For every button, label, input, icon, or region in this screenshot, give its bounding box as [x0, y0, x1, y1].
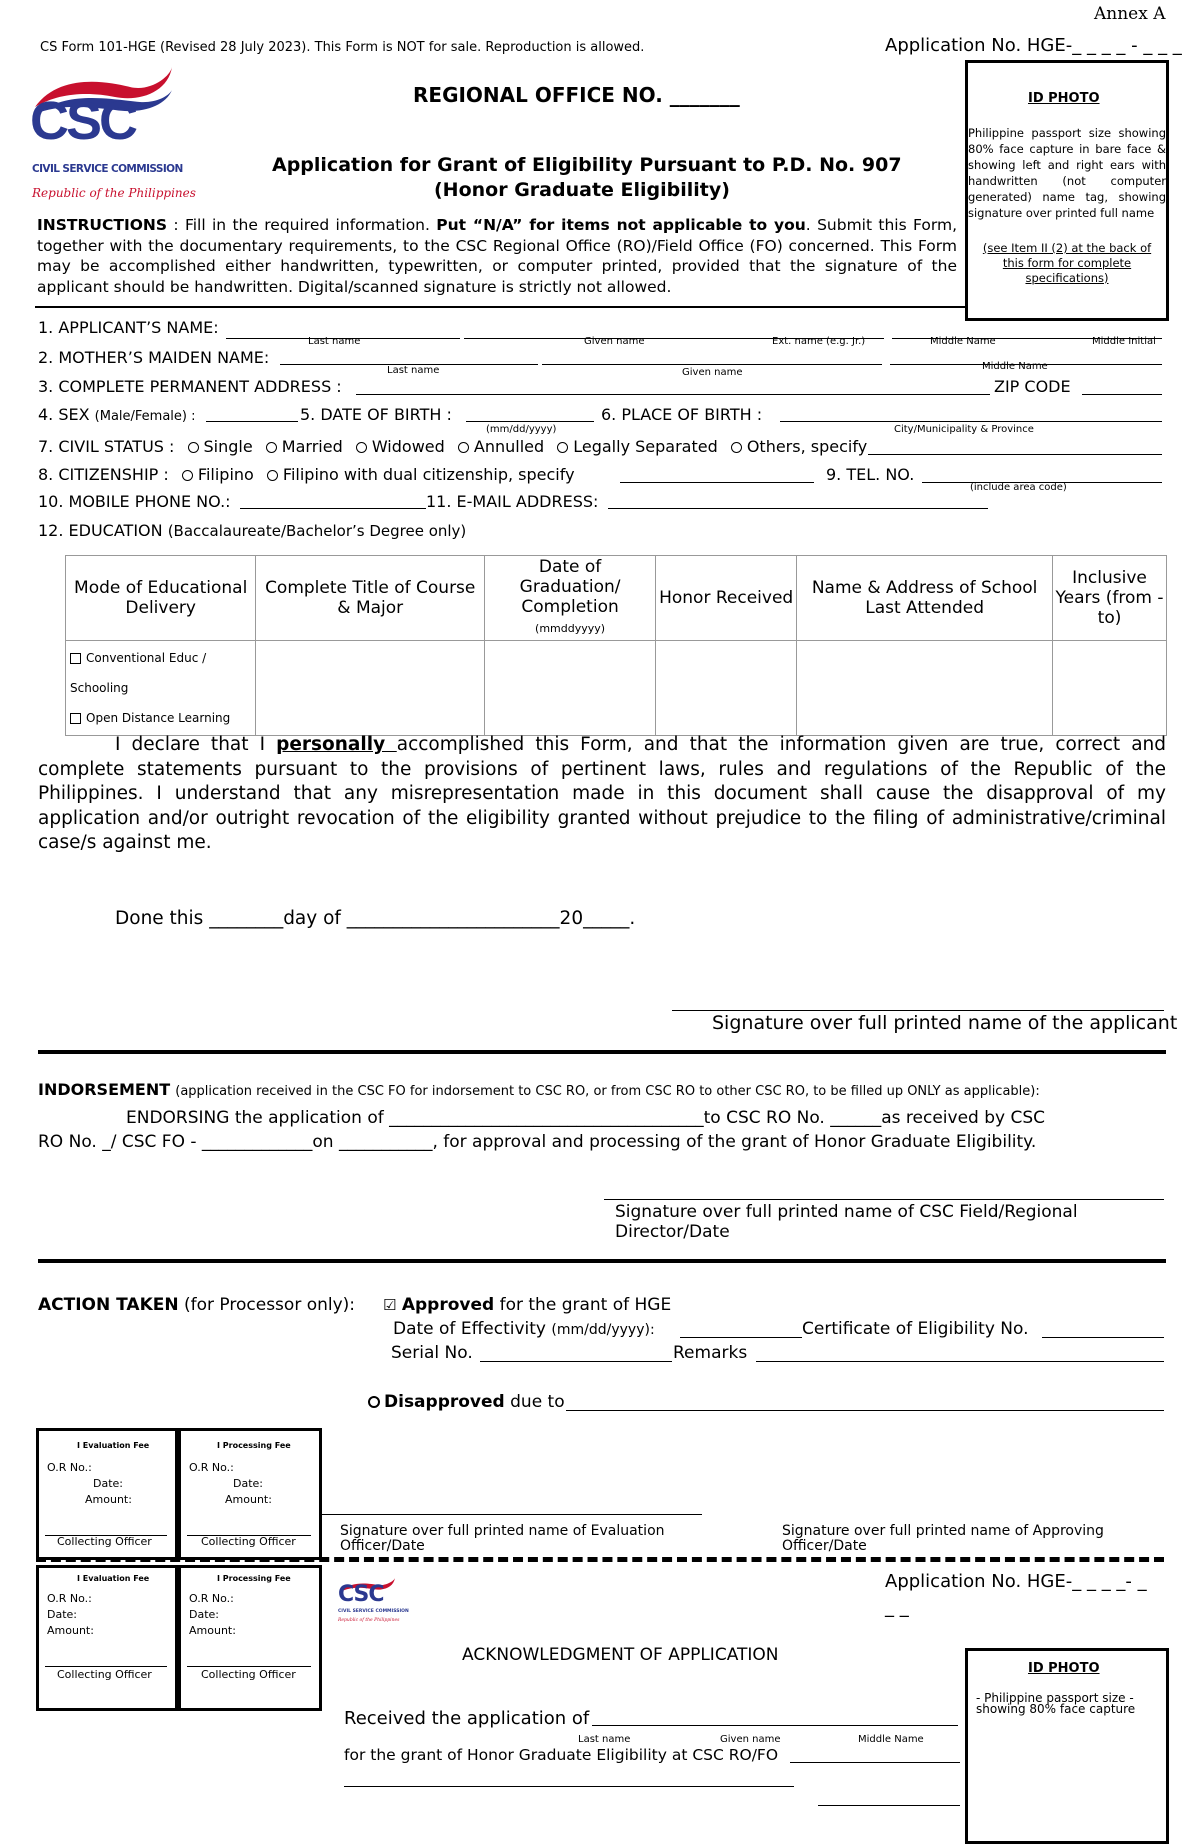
pob-hint: City/Municipality & Province [894, 424, 1034, 435]
approve-signature-label: Signature over full printed name of Approving Officer/Date [782, 1523, 1104, 1554]
graduation-cell[interactable] [485, 641, 656, 736]
ack-received-label: Received the application of [344, 1708, 590, 1729]
director-signature-line[interactable] [604, 1199, 1164, 1200]
form-title: Application for Grant of Eligibility Pursuant to P.D. No. 907 [272, 154, 902, 176]
civil-separated-radio[interactable] [557, 442, 568, 453]
mode-odl: Open Distance Learning [70, 703, 251, 733]
zip-label: ZIP CODE [994, 377, 1071, 396]
col-school: Name & Address of School Last Attended [797, 556, 1053, 641]
approved-checkbox-icon[interactable]: ☑ [383, 1296, 397, 1314]
pob-field[interactable] [780, 421, 1162, 422]
mother-last-hint: Last name [387, 365, 440, 376]
id-photo-specs-link[interactable]: (see Item II (2) at the back of this form for complete specifications) [982, 241, 1152, 285]
tel-label: 9. TEL. NO. [826, 465, 915, 484]
ack-application-number-cont: _ _ [885, 1597, 909, 1618]
logo-acronym: CSC [30, 91, 136, 151]
annex-label: Annex A [1094, 4, 1166, 24]
school-cell[interactable] [797, 641, 1053, 736]
civil-annulled-radio[interactable] [458, 442, 469, 453]
application-number: Application No. HGE-_ _ _ _ - _ _ _ [885, 35, 1182, 56]
tel-hint: (include area code) [970, 482, 1067, 493]
education-table [65, 555, 1167, 736]
ack-for-grant: for the grant of Honor Graduate Eligibility at CSC RO/FO [344, 1746, 779, 1764]
citizenship: 8. CITIZENSHIP : Filipino Filipino with dual citizenship, specify [38, 465, 575, 484]
declaration: I declare that I personally accomplished this Form, and that the information given are true, correct and complete statements pursuant to the provisions of pertinent laws, rules and regulations of the Republic of the Philippines. I understand that any misrepresentation made in this document shall cause the disapproval of my application and/or outright revocation of the eligibility granted without prejudice to the filing of administrative/criminal case/s against me. [38, 734, 1166, 853]
cut-line [36, 1557, 1164, 1562]
sex-field[interactable] [206, 421, 298, 422]
mobile-field[interactable] [240, 508, 426, 509]
regional-office: REGIONAL OFFICE NO. _______ [413, 83, 740, 107]
dob-field[interactable] [466, 421, 594, 422]
form-code: CS Form 101-HGE (Revised 28 July 2023). This Form is NOT for sale. Reproduction is allowed. [40, 40, 645, 55]
id-photo-box [965, 60, 1169, 321]
cert-no-field[interactable] [1042, 1337, 1164, 1338]
eval-fee-receipt-stub: I Evaluation Fee O.R No.: Date: Amount: Collecting Officer [36, 1565, 178, 1711]
email-label: 11. E-MAIL ADDRESS: [426, 492, 599, 511]
applicant-signature-line[interactable] [672, 1010, 1164, 1011]
ack-office-field[interactable] [790, 1762, 960, 1763]
ack-id-photo-box: ID PHOTO - Philippine passport size - showing 80% face capture [965, 1648, 1169, 1844]
remarks-label: Remarks [673, 1343, 748, 1363]
years-cell[interactable] [1053, 641, 1167, 736]
email-field[interactable] [608, 508, 988, 509]
col-mode: Mode of Educational Delivery [66, 556, 256, 641]
indorsement-line1: ENDORSING the application of _____________________________________to CSC RO No. ______as received by CSC [126, 1108, 1046, 1128]
mobile-label: 10. MOBILE PHONE NO.: [38, 492, 231, 511]
course-cell[interactable] [256, 641, 485, 736]
col-honor: Honor Received [656, 556, 797, 641]
csc-logo-small: CSC CIVIL SERVICE COMMISSION Republic of the Philippines [338, 1576, 398, 1631]
conventional-checkbox[interactable] [70, 653, 81, 664]
ack-name-field[interactable] [592, 1725, 958, 1726]
name-ext-hint: Ext. name (e.g. Jr.) [772, 336, 866, 347]
ack-title: ACKNOWLEDGMENT OF APPLICATION [462, 1645, 779, 1665]
dob-hint: (mm/dd/yyyy) [486, 424, 557, 435]
done-this: Done this ________day of _______________________20_____. [115, 908, 636, 929]
education-label: 12. EDUCATION (Baccalaureate/Bachelor’s Degree only) [38, 521, 467, 540]
civil-others-radio[interactable] [731, 442, 742, 453]
indorsement-line2: RO No. _/ CSC FO - _____________on ___________, for approval and processing of the grant of Honor Graduate Eligibility. [38, 1132, 1037, 1152]
serial-label: Serial No. [391, 1343, 473, 1363]
logo-name: CIVIL SERVICE COMMISSION [32, 163, 183, 175]
ack-extra-field[interactable] [344, 1786, 794, 1787]
odl-checkbox[interactable] [70, 713, 81, 724]
address-label: 3. COMPLETE PERMANENT ADDRESS : [38, 377, 342, 396]
dual-citizenship-field[interactable] [620, 482, 814, 483]
table-row [66, 641, 1167, 736]
id-photo-text: Philippine passport size showing 80% face capture in bare face & showing left and right ears with handwritten (not computer generated) name tag, showing signature over printed full name [968, 126, 1166, 220]
remarks-field[interactable] [756, 1361, 1164, 1362]
proc-fee-receipt-stub: I Processing Fee O.R No.: Date: Amount: Collecting Officer [178, 1565, 322, 1711]
col-years: Inclusive Years (from - to) [1053, 556, 1167, 641]
proc-fee-receipt: I Processing Fee O.R No.: Date: Amount: Collecting Officer [178, 1428, 322, 1560]
eval-signature-line[interactable] [322, 1514, 702, 1515]
eval-signature-label: Signature over full printed name of Evaluation Officer/Date [340, 1523, 665, 1554]
ack-date-field[interactable] [818, 1805, 960, 1806]
civil-widowed-radio[interactable] [356, 442, 367, 453]
approved-option: ☑ Approved for the grant of HGE [383, 1295, 672, 1315]
ack-application-number: Application No. HGE-_ _ _ _- _ [885, 1571, 1147, 1592]
mother-given-hint: Given name [682, 367, 743, 378]
instructions: INSTRUCTIONS : Fill in the required information. Put “N/A” for items not applicable to you. Submit this Form, together with the documentary requirements, to the CSC Regional Office (RO)/Field Office (FO) concerned. This Form may be accomplished either handwritten, typewritten, or computer printed, provided that the signature of the applicant should be handwritten. Digital/scanned signature is strictly not allowed. [37, 216, 957, 296]
civil-status: 7. CIVIL STATUS : Single Married Widowed Annulled Legally Separated Others, specify [38, 437, 868, 456]
zip-field[interactable] [1082, 394, 1162, 395]
form-subtitle: (Honor Graduate Eligibility) [434, 179, 730, 201]
id-photo-title: ID PHOTO [1028, 91, 1100, 106]
disapproved-option: Disapproved due to [368, 1392, 565, 1412]
divider [38, 1259, 1166, 1263]
mother-given-name-field[interactable] [542, 364, 882, 365]
eval-fee-receipt: I Evaluation Fee O.R No.: Date: Amount: Collecting Officer [36, 1428, 178, 1560]
civil-single-radio[interactable] [188, 442, 199, 453]
ack-given-hint: Given name [720, 1734, 781, 1745]
divider [38, 1050, 1166, 1054]
col-course: Complete Title of Course & Major [256, 556, 485, 641]
effectivity: Date of Effectivity (mm/dd/yyyy): [393, 1319, 655, 1339]
col-graduation: Date of Graduation/ Completion (mmddyyyy) [485, 556, 656, 641]
applicant-name-label: 1. APPLICANT’S NAME: [38, 318, 219, 337]
citizen-dual-radio[interactable] [267, 470, 278, 481]
indorsement-header: INDORSEMENT (application received in the CSC FO for indorsement to CSC RO, or from CSC RO to other CSC RO, to be filled up ONLY as applicable): [38, 1080, 1040, 1099]
action-header: ACTION TAKEN (for Processor only): [38, 1295, 356, 1315]
logo-tagline: Republic of the Philippines [32, 186, 196, 200]
civil-married-radio[interactable] [266, 442, 277, 453]
mode-conventional: Conventional Educ / Schooling [70, 651, 207, 695]
csc-logo [30, 62, 196, 207]
name-given-hint: Given name [584, 336, 645, 347]
mother-middle-hint: Middle Name [982, 361, 1048, 372]
divider [35, 306, 965, 308]
address-field[interactable] [356, 394, 990, 395]
citizen-filipino-radio[interactable] [182, 470, 193, 481]
director-signature-label: Signature over full printed name of CSC Field/Regional Director/Date [615, 1202, 1078, 1242]
pob-label: 6. PLACE OF BIRTH : [601, 405, 763, 424]
ack-last-hint: Last name [578, 1734, 631, 1745]
sex-label: 4. SEX (Male/Female) : [38, 405, 196, 424]
instructions-label: INSTRUCTIONS [37, 216, 168, 234]
name-last-hint: Last name [308, 336, 361, 347]
disapproved-reason-field[interactable] [566, 1410, 1164, 1411]
effectivity-field[interactable] [680, 1337, 802, 1338]
serial-field[interactable] [480, 1361, 672, 1362]
dob-label: 5. DATE OF BIRTH : [300, 405, 452, 424]
mother-name-label: 2. MOTHER’S MAIDEN NAME: [38, 348, 270, 367]
name-middle-hint: Middle Name [930, 336, 996, 347]
civil-others-field[interactable] [868, 454, 1162, 455]
disapproved-radio[interactable] [368, 1396, 380, 1408]
name-middle-initial-hint: Middle Initial [1092, 336, 1156, 347]
cert-no-label: Certificate of Eligibility No. [802, 1319, 1029, 1339]
honor-cell[interactable] [656, 641, 797, 736]
ack-middle-hint: Middle Name [858, 1734, 924, 1745]
applicant-signature-label: Signature over full printed name of the applicant [712, 1012, 1178, 1034]
